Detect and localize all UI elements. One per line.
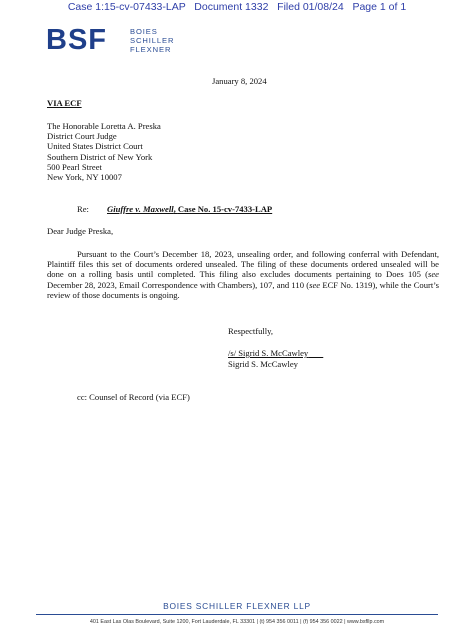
body-text: ECF No. 1319), while the Court’s review of those documents is ongoing.	[47, 279, 440, 300]
delivery-method: VIA ECF	[47, 98, 82, 108]
logo-word: BOIES	[130, 27, 158, 36]
body-paragraph	[47, 249, 439, 300]
letter-date: January 8, 2024	[212, 76, 267, 86]
logo-word: SCHILLER	[130, 36, 175, 45]
body-see: see	[428, 269, 439, 280]
re-subject	[107, 204, 272, 214]
signature-text: /s/ Sigrid S. McCawley	[228, 348, 309, 358]
signature-underline	[308, 348, 323, 358]
address-line: 500 Pearl Street	[47, 161, 102, 172]
address-line: New York, NY 10007	[47, 172, 122, 183]
body-text: December 28, 2023, Email Correspondence with Chambers), 107, and 110 (	[47, 279, 310, 290]
logo-word: FLEXNER	[130, 45, 172, 54]
logo-mark: BSF	[46, 24, 107, 56]
re-label: Re:	[77, 204, 89, 214]
address-line: The Honorable Loretta A. Preska	[47, 121, 161, 131]
closing: Respectfully,	[228, 326, 274, 336]
signature-name: Sigrid S. McCawley	[228, 359, 298, 369]
case-separator: ,	[173, 204, 178, 214]
salutation: Dear Judge Preska,	[47, 226, 114, 236]
recipient-address	[47, 121, 161, 182]
case-number: Case No. 15-cv-7433-LAP	[177, 204, 273, 214]
signature-line	[228, 348, 323, 358]
body-text: Pursuant to the Court’s December 18, 2023, unsealing order, and following conferral with Defendant, Plaintiff files this set of documents ordered unsealed. The filing of these documents ordered unsealed will be done on a rolling basis until completed. This filing also excludes documents pertaining to Does 105 (	[47, 249, 439, 280]
cc-line: cc: Counsel of Record (via ECF)	[77, 392, 190, 402]
address-line: District Court Judge	[47, 131, 117, 142]
address-line: Southern District of New York	[47, 151, 153, 162]
address-line: United States District Court	[47, 141, 143, 152]
logo-words	[130, 27, 174, 54]
footer-address: 401 East Las Olas Boulevard, Suite 1200, Fort Lauderdale, FL 33301 | (t) 954 356 0011 | (f) 954 356 0022 | www.bsfllp.com	[89, 619, 385, 625]
footer-firm-name: BOIES SCHILLER FLEXNER LLP	[163, 601, 311, 611]
case-name: Giuffre v. Maxwell	[107, 204, 174, 214]
filing-header: Case 1:15-cv-07433-LAP Document 1332 Filed 01/08/24 Page 1 of 1	[67, 1, 407, 13]
body-see: see	[309, 279, 321, 290]
footer-divider	[36, 614, 438, 615]
